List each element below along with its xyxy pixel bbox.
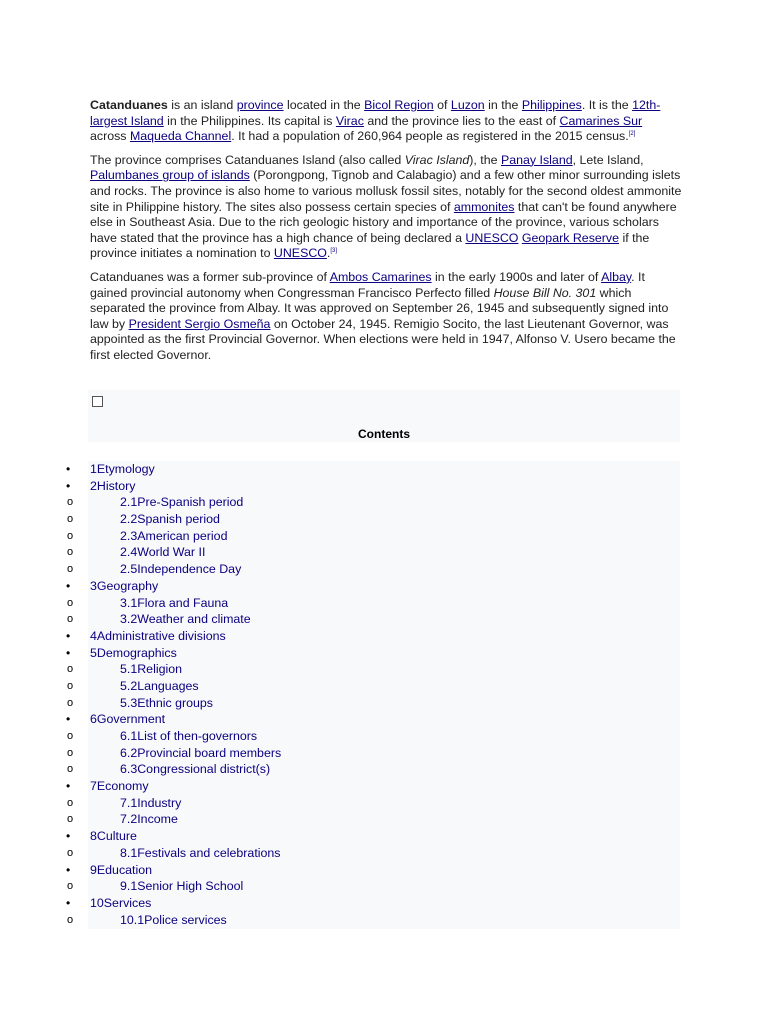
- toc-number: 2.3: [120, 528, 138, 543]
- link-philippines[interactable]: Philippines: [521, 98, 582, 112]
- toc-item-7[interactable]: [66, 778, 281, 795]
- bullet-circle: o: [67, 730, 74, 742]
- article-intro: [90, 98, 682, 372]
- reference-3[interactable]: [3]: [330, 248, 338, 255]
- toc-text: Police services: [144, 912, 227, 927]
- italic-virac-island: Virac Island: [404, 152, 470, 167]
- toc-item-3[interactable]: [66, 578, 281, 595]
- toc-number: 6.3: [120, 762, 138, 777]
- toc-item-9[interactable]: [66, 862, 281, 879]
- toc-number: 8.1: [120, 845, 138, 860]
- bullet-circle: o: [67, 880, 74, 893]
- toc-number: 2.4: [120, 545, 138, 560]
- link-maqueda-channel[interactable]: Maqueda Channel: [129, 129, 232, 144]
- toc-item-10[interactable]: [66, 895, 281, 912]
- toc-text: Services: [103, 895, 152, 910]
- toc-item-5-1[interactable]: [67, 661, 281, 678]
- toc-number: 7: [90, 779, 97, 794]
- bullet-circle: o: [67, 613, 74, 626]
- toc-number: 2: [90, 478, 97, 493]
- toc-number: 3.2: [120, 612, 138, 627]
- toc-text: Festivals and celebrations: [137, 845, 281, 860]
- toc-number: 5.3: [120, 695, 138, 710]
- link-luzon[interactable]: Luzon: [450, 98, 485, 112]
- toc-item-8[interactable]: [66, 828, 281, 845]
- toc-number: 2.1: [120, 495, 138, 510]
- toc-number: 9: [90, 862, 97, 877]
- bullet-circle: o: [67, 746, 74, 759]
- bullet-circle: o: [67, 846, 74, 859]
- bullet-circle: o: [67, 546, 74, 559]
- toc-text: Ethnic groups: [137, 695, 213, 710]
- toc-item-5-2[interactable]: [67, 678, 281, 695]
- toc-item-6-2[interactable]: [67, 745, 282, 762]
- toc-item-7-1[interactable]: [67, 795, 281, 812]
- toc-text: Demographics: [96, 645, 177, 660]
- bullet-circle: o: [67, 913, 74, 926]
- bullet-dot: •: [66, 628, 71, 643]
- bullet-dot: •: [66, 462, 71, 476]
- toc-number: 6: [90, 712, 97, 727]
- toc-text: Religion: [137, 662, 183, 677]
- toc-text: Government: [96, 712, 166, 727]
- toc-item-7-2[interactable]: [67, 811, 281, 828]
- toc-text: Weather and climate: [137, 612, 251, 627]
- toc-item-5-3[interactable]: [67, 695, 281, 712]
- bullet-circle: o: [67, 813, 74, 826]
- bullet-circle: o: [67, 563, 74, 576]
- reference-2[interactable]: [2]: [628, 131, 636, 138]
- toc-number: 4: [90, 628, 97, 643]
- toc-item-2-4[interactable]: [67, 544, 281, 561]
- toc-number: 10.1: [120, 912, 145, 927]
- intro-paragraph-2: The province comprises Catanduanes Island (also called Virac Island), the Panay Island, Lete Island, Palumbanes group of islands (Porongpong, Tignob and Calabagio) and a few other minor surrounding islets and rocks. The province is also home to various mollusk fossil sites, notably for the second oldest ammonite site in Philippine history. The sites also possess certain species of ammonites that can't be found anywhere else in Southeast Asia. Due to the rich geologic history and importance of the province, various scholars have stated that the province has a high chance of being declared a UNESCO Geopark Reserve if the province initiates a nomination to UNESCO.[3]: [90, 152, 682, 261]
- link-unesco[interactable]: UNESCO: [465, 230, 519, 245]
- bullet-circle: o: [67, 596, 74, 609]
- toc-list: [66, 461, 282, 928]
- toc-text: Education: [96, 862, 153, 877]
- toc-text: Administrative divisions: [96, 628, 226, 643]
- toc-text: Senior High School: [137, 879, 244, 894]
- toc-text: World War II: [137, 545, 206, 560]
- toc-text: Pre-Spanish period: [137, 495, 244, 510]
- toc-text: Geography: [96, 578, 159, 593]
- toc-number: 6.2: [120, 745, 138, 760]
- toc-number: 5.2: [120, 678, 138, 693]
- link-unesco-2[interactable]: UNESCO: [273, 246, 327, 261]
- toc-item-2-2[interactable]: [67, 511, 281, 528]
- toc-text: History: [96, 478, 136, 493]
- italic-house-bill: House Bill No. 301: [493, 285, 597, 300]
- toc-item-9-1[interactable]: [67, 878, 281, 895]
- toc-item-2-3[interactable]: [67, 528, 281, 545]
- toc-text: Income: [137, 812, 178, 827]
- toc-text: Culture: [96, 829, 137, 844]
- bullet-dot: •: [66, 829, 71, 844]
- link-geopark-reserve[interactable]: Geopark Reserve: [521, 230, 619, 245]
- bullet-dot: •: [66, 862, 71, 877]
- toc-item-10-1[interactable]: [67, 912, 281, 929]
- bullet-circle: o: [67, 763, 74, 776]
- bullet-dot: •: [66, 578, 71, 593]
- article-title-bold: Catanduanes: [90, 98, 168, 112]
- link-palumbanes-group[interactable]: Palumbanes group of islands: [90, 168, 250, 183]
- toc-item-4[interactable]: [66, 628, 281, 645]
- toc-text: Spanish period: [137, 512, 220, 527]
- link-ammonites[interactable]: ammonites: [453, 199, 515, 214]
- toc-item-3-2[interactable]: [67, 611, 281, 628]
- toc-text: Etymology: [96, 462, 155, 476]
- toc-text: List of then-governors: [137, 729, 258, 743]
- toc-text: Economy: [96, 779, 149, 794]
- bullet-circle: o: [67, 529, 74, 542]
- link-bicol-region[interactable]: Bicol Region: [364, 98, 434, 112]
- toc-number: 3.1: [120, 595, 138, 610]
- toc-number: 8: [90, 829, 97, 844]
- bullet-circle: o: [67, 696, 74, 709]
- toc-number: 9.1: [120, 879, 138, 894]
- toc-text: Flora and Fauna: [137, 595, 229, 610]
- link-panay-island[interactable]: Panay Island: [500, 152, 573, 167]
- toc-item-2-1[interactable]: [67, 494, 281, 511]
- toc-text: Congressional district(s): [137, 762, 271, 777]
- link-albay[interactable]: Albay: [601, 269, 632, 284]
- toc-number: 7.2: [120, 812, 138, 827]
- toc-item-1[interactable]: [66, 461, 281, 478]
- link-ambos-camarines[interactable]: Ambos Camarines: [329, 269, 432, 284]
- toc-number: 1: [90, 462, 97, 476]
- bullet-circle: o: [67, 796, 74, 809]
- toc-number: 5.1: [120, 662, 138, 677]
- bullet-circle: o: [67, 496, 74, 509]
- toc-item-2-5[interactable]: [67, 561, 281, 578]
- link-12th-largest-island[interactable]: 12th-largest Island: [90, 98, 661, 128]
- bullet-dot: •: [66, 478, 71, 493]
- toc-number: 5: [90, 645, 97, 660]
- bullet-circle: o: [67, 679, 74, 692]
- intro-paragraph-1: Catanduanes is an island province located in the Bicol Region of Luzon in the Philippines. It is the 12th-largest Island in the Philippines. Its capital is Virac and the province lies to the east of Camarines Sur across Maqueda Channel. It had a population of 260,964 people as registered in the 2015 census.[2]: [90, 98, 661, 144]
- toc-text: Languages: [137, 678, 199, 693]
- intro-paragraph-3: Catanduanes was a former sub-province of Ambos Camarines in the early 1900s and later of Albay. It gained provincial autonomy when Congressman Francisco Perfecto filled House Bill No. 301 which separated the province from Albay. It was approved on September 26, 1945 and subsequently signed into law by President Sergio Osmeña on October 24, 1945. Remigio Socito, the last Lieutenant Governor, was appointed as the first Provincial Governor. When elections were held in 1947, Alfonso V. Usero became the first elected Governor.: [90, 269, 676, 362]
- bullet-dot: •: [66, 895, 71, 910]
- toc-number: 2.2: [120, 512, 138, 527]
- table-of-contents: [66, 461, 680, 929]
- bullet-dot: •: [66, 712, 71, 727]
- toc-number: 3: [90, 578, 97, 593]
- toc-item-6[interactable]: [66, 711, 281, 728]
- bullet-circle: o: [67, 663, 74, 676]
- toc-item-2[interactable]: [66, 478, 281, 495]
- bullet-circle: o: [67, 513, 74, 526]
- toc-item-6-3[interactable]: [67, 761, 281, 778]
- toc-number: 6.1: [120, 729, 138, 743]
- bullet-dot: •: [66, 779, 71, 794]
- toc-text: Independence Day: [137, 562, 242, 577]
- toc-text: Provincial board members: [137, 745, 282, 760]
- link-president-sergio-osmena[interactable]: President Sergio Osmeña: [128, 316, 271, 331]
- toc-number: 2.5: [120, 562, 138, 577]
- toc-item-8-1[interactable]: [67, 845, 281, 862]
- toc-item-5[interactable]: [66, 645, 281, 662]
- toc-title: Contents: [358, 427, 410, 441]
- link-virac[interactable]: Virac: [335, 113, 364, 128]
- link-province[interactable]: province: [236, 98, 284, 112]
- toc-item-6-1[interactable]: [67, 728, 281, 745]
- toc-text: American period: [137, 528, 228, 543]
- toc-text: Industry: [137, 795, 182, 810]
- toc-number: 7.1: [120, 795, 138, 810]
- link-camarines-sur[interactable]: Camarines Sur: [559, 113, 643, 128]
- bullet-dot: •: [66, 645, 71, 660]
- toc-toggle-checkbox[interactable]: [92, 396, 103, 407]
- toc-header: [88, 390, 680, 442]
- toc-item-3-1[interactable]: [67, 595, 281, 612]
- toc-number: 10: [90, 895, 104, 910]
